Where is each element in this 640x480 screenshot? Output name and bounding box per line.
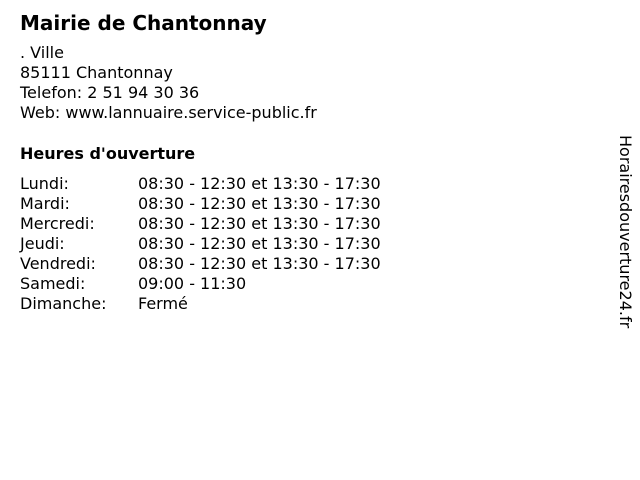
location-type: . Ville	[20, 43, 64, 62]
hours-row-monday	[20, 174, 381, 194]
hours-row-sunday	[20, 294, 381, 314]
day-label: Vendredi:	[20, 254, 96, 273]
time-value: 09:00 - 11:30	[138, 274, 247, 293]
hours-row-wednesday	[20, 214, 381, 234]
website: Web: www.lannuaire.service-public.fr	[20, 103, 317, 122]
hours-row-friday	[20, 254, 381, 274]
day-label: Samedi:	[20, 274, 86, 293]
hours-row-thursday	[20, 234, 381, 254]
hours-row-saturday	[20, 274, 381, 294]
time-value: 08:30 - 12:30 et 13:30 - 17:30	[138, 234, 381, 253]
watermark-text: Horairesdouverture24.fr	[616, 135, 635, 329]
time-value: 08:30 - 12:30 et 13:30 - 17:30	[138, 254, 381, 273]
address-block	[20, 43, 317, 123]
time-value: 08:30 - 12:30 et 13:30 - 17:30	[138, 194, 381, 213]
day-label: Jeudi:	[20, 234, 65, 253]
opening-hours-table	[20, 174, 381, 314]
time-value: Fermé	[138, 294, 188, 313]
day-label: Dimanche:	[20, 294, 107, 313]
day-label: Lundi:	[20, 174, 69, 193]
page-title: Mairie de Chantonnay	[20, 11, 267, 35]
postal-city: 85111 Chantonnay	[20, 63, 173, 82]
hours-heading: Heures d'ouverture	[20, 144, 196, 163]
time-value: 08:30 - 12:30 et 13:30 - 17:30	[138, 174, 381, 193]
time-value: 08:30 - 12:30 et 13:30 - 17:30	[138, 214, 381, 233]
phone-number: Telefon: 2 51 94 30 36	[20, 83, 200, 102]
day-label: Mardi:	[20, 194, 70, 213]
day-label: Mercredi:	[20, 214, 95, 233]
hours-row-tuesday	[20, 194, 381, 214]
